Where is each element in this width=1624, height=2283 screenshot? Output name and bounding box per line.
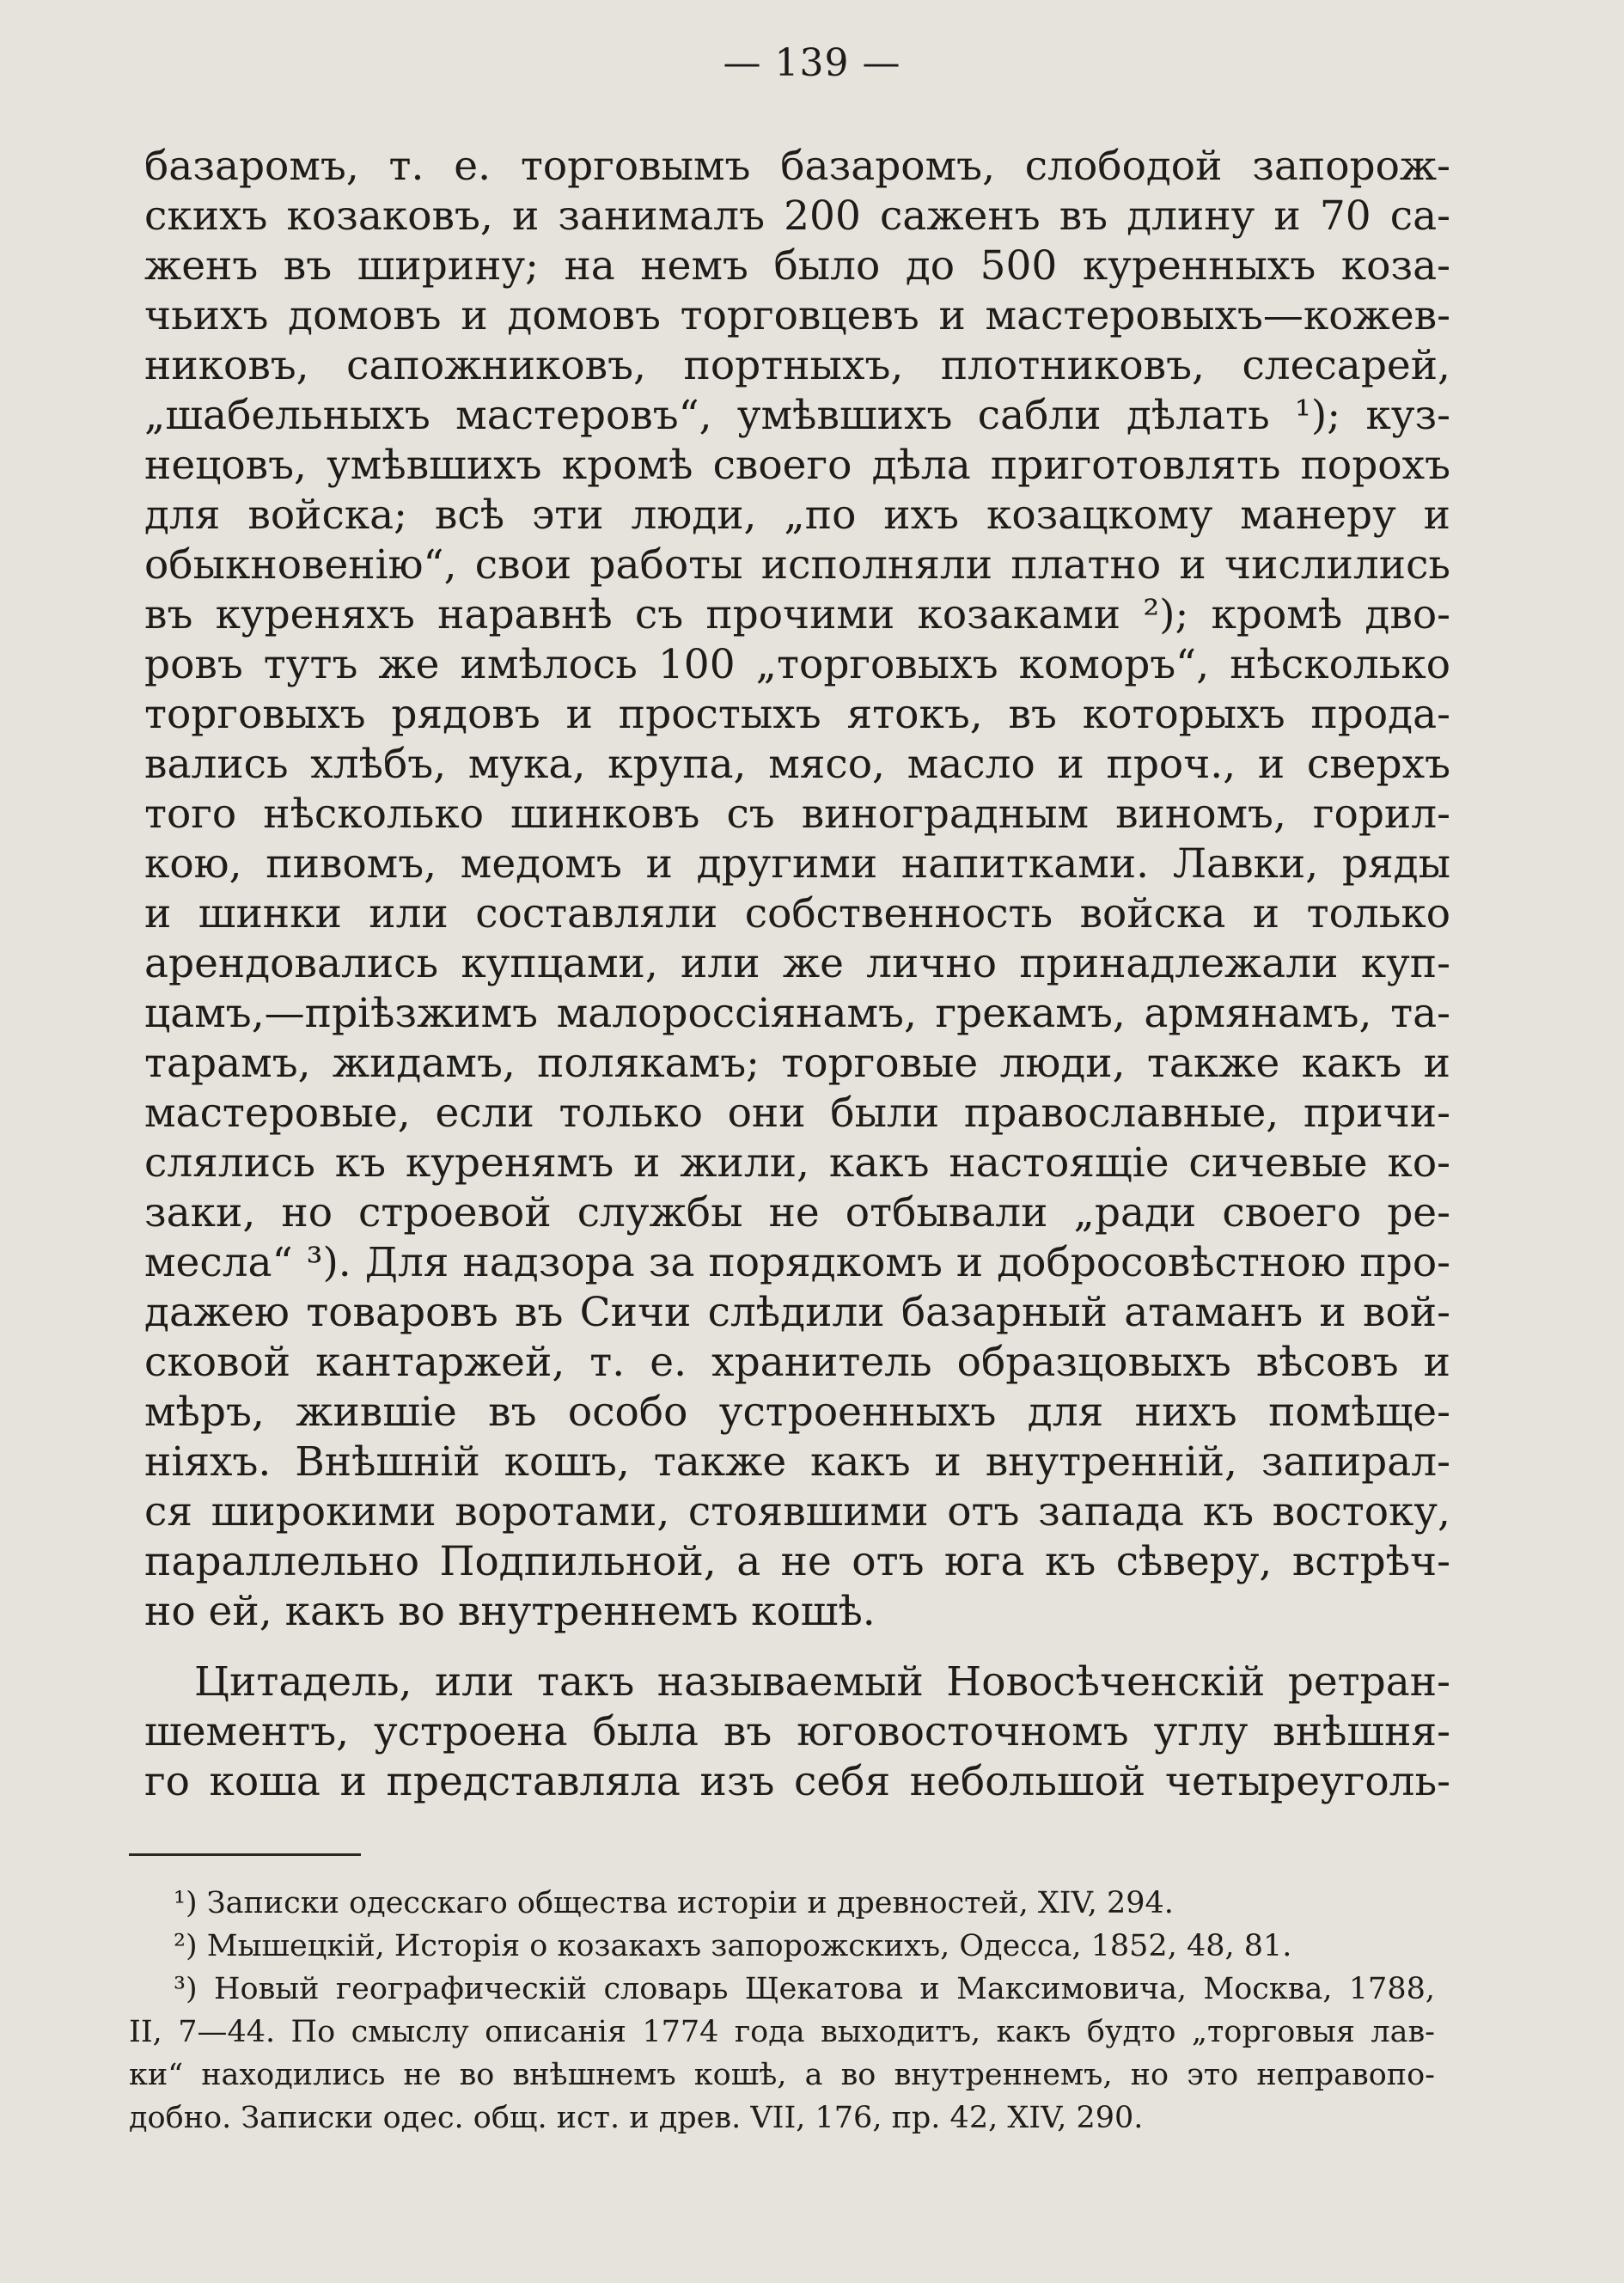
paragraph-gap <box>144 1637 1450 1657</box>
footnote-line: ³) Новый географическій словарь Щекатова и Максимовича, Москва, 1788, <box>174 1972 1435 2006</box>
footnote-line: ²) Мышецкій, Исторія о козакахъ запорожскихъ, Одесса, 1852, 48, 81. <box>174 1929 1292 1963</box>
footnotes <box>129 1882 1435 2140</box>
text-line: кою, пивомъ, медомъ и другими напитками. Лавки, ряды <box>144 840 1450 888</box>
text-line: заки, но строевой службы не отбывали „ради своего ре- <box>144 1189 1450 1236</box>
text-line: цамъ,—пріѣзжимъ малороссіянамъ, грекамъ, армянамъ, та- <box>144 990 1450 1037</box>
text-line: обыкновенію“, свои работы исполняли платно и числились <box>144 541 1450 589</box>
text-line: никовъ, сапожниковъ, портныхъ, плотниковъ, слесарей, <box>144 342 1450 389</box>
text-line: дажею товаровъ въ Сичи слѣдили базарный атаманъ и вой- <box>144 1289 1450 1336</box>
text-line: сковой кантаржей, т. е. хранитель образцовыхъ вѣсовъ и <box>144 1339 1450 1386</box>
text-line: чьихъ домовъ и домовъ торговцевъ и мастеровыхъ—кожев- <box>144 292 1450 339</box>
text-line: женъ въ ширину; на немъ было до 500 куренныхъ коза- <box>144 242 1450 290</box>
text-line: го коша и представляла изъ себя небольшой четыреуголь- <box>144 1758 1450 1805</box>
text-line: арендовались купцами, или же лично принадлежали куп- <box>144 940 1450 987</box>
text-line: ся широкими воротами, стоявшими отъ запада къ востоку, <box>144 1488 1450 1535</box>
text-line: торговыхъ рядовъ и простыхъ ятокъ, въ которыхъ прода- <box>144 691 1450 738</box>
text-line: но ей, какъ во внутреннемъ кошѣ. <box>144 1588 876 1635</box>
text-line: нецовъ, умѣвшихъ кромѣ своего дѣла приготовлять порохъ <box>144 442 1450 489</box>
text-line: въ куреняхъ наравнѣ съ прочими козаками ²); кромѣ дво- <box>144 591 1450 638</box>
text-line: вались хлѣбъ, мука, крупа, мясо, масло и проч., и сверхъ <box>144 741 1450 788</box>
text-line: того нѣсколько шинковъ съ виноградным виномъ, горил- <box>144 791 1450 838</box>
text-line: ровъ тутъ же имѣлось 100 „торговыхъ коморъ“, нѣсколько <box>144 641 1450 688</box>
text-line: базаромъ, т. е. торговымъ базаромъ, слободой запорож- <box>144 143 1450 190</box>
footnote-line: ¹) Записки одесскаго общества исторіи и древностей, XIV, 294. <box>174 1886 1174 1920</box>
text-line: скихъ козаковъ, и занималъ 200 саженъ въ длину и 70 са- <box>144 192 1450 240</box>
text-line: параллельно Подпильной, а не отъ юга къ сѣверу, встрѣч- <box>144 1538 1450 1585</box>
text-line: для войска; всѣ эти люди, „по ихъ козацкому манеру и <box>144 491 1450 539</box>
footnote-line: добно. Записки одес. общ. ист. и древ. VII, 176, пр. 42, XIV, 290. <box>129 2101 1144 2135</box>
text-line: мѣръ, жившіе въ особо устроенныхъ для нихъ помѣще- <box>144 1389 1450 1436</box>
footnote-line: ки“ находились не во внѣшнемъ кошѣ, а во внутреннемъ, но это неправопо- <box>129 2058 1435 2092</box>
text-line: слялись къ куренямъ и жили, какъ настоящіе сичевые ко- <box>144 1139 1450 1187</box>
text-line: Цитадель, или такъ называемый Новосѣченскій ретран- <box>194 1658 1450 1706</box>
text-line: тарамъ, жидамъ, полякамъ; торговые люди, также какъ и <box>144 1040 1450 1087</box>
text-line: и шинки или составляли собственность войска и только <box>144 890 1450 937</box>
text-line: ніяхъ. Внѣшній кошъ, также какъ и внутренній, запирал- <box>144 1438 1450 1486</box>
text-line: мастеровые, если только они были православные, причи- <box>144 1090 1450 1137</box>
page-number: — 139 — <box>723 41 901 85</box>
text-line: месла“ ³). Для надзора за порядкомъ и добросовѣстною про- <box>144 1239 1450 1286</box>
footnote-line: II, 7—44. По смыслу описанія 1774 года выходитъ, какъ будто „торговыя лав- <box>129 2015 1435 2049</box>
text-line: „шабельныхъ мастеровъ“, умѣвшихъ сабли дѣлать ¹); куз- <box>144 392 1450 439</box>
main-text <box>144 142 1450 1807</box>
text-line: шементъ, устроена была въ юговосточномъ углу внѣшня- <box>144 1708 1450 1755</box>
footnote-rule <box>129 1853 361 1856</box>
